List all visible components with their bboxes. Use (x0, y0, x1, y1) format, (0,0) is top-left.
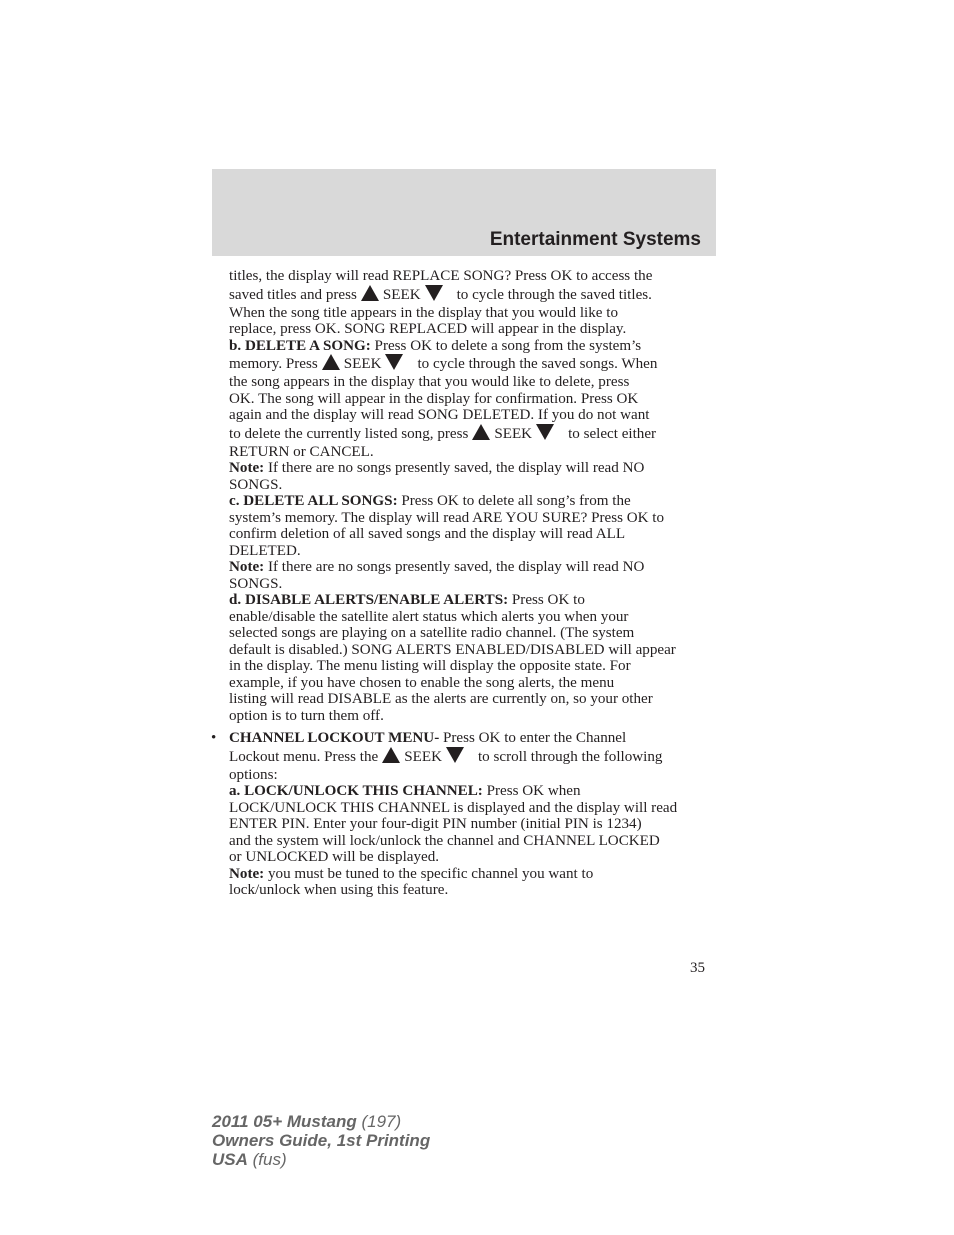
delete-all-songs-paragraph: c. DELETE ALL SONGS: Press OK to delete all song’s from the system’s memory. The display will read ARE YOU SURE? Press OK to confirm deletion of all saved songs and the display will read ALL DELETED. (229, 493, 665, 559)
footer: 2011 05+ Mustang (197) Owners Guide, 1st Printing USA (fus) (212, 1112, 431, 1169)
seek-up-arrow-icon (382, 747, 400, 763)
lock-unlock-paragraph: a. LOCK/UNLOCK THIS CHANNEL: Press OK when LOCK/UNLOCK THIS CHANNEL is displayed and the display will read ENTER PIN. Enter your four-digit PIN number (initial PIN is 1234) and the system will lock/unlock the channel and CHANNEL LOCKED or UNLOCKED will be displayed. (229, 783, 678, 865)
seek-up-arrow-icon (472, 424, 490, 440)
note-no-songs-2: Note: If there are no songs presently saved, the display will read NO SONGS. (229, 559, 645, 592)
seek-down-arrow-icon (536, 424, 554, 440)
note-tuned-channel: Note: you must be tuned to the specific channel you want to lock/unlock when using this feature. (229, 865, 594, 898)
alerts-paragraph: d. DISABLE ALERTS/ENABLE ALERTS: Press OK to enable/disable the satellite alert status which alerts you when your selected songs are playing on a satellite radio channel. (The system default is disabled.) SONG ALERTS ENABLED/DISABLED will appear in the display. The menu listing will display the opposite state. For example, if you have chosen to enable the song alerts, the menu listing will read DISABLE as the alerts are currently on, so your other option is to turn them off. (229, 592, 676, 724)
delete-song-paragraph: b. DELETE A SONG: Press OK to delete a song from the system’s memory. Press SEEK to cycle through the saved songs. When the song appears in the display that you would like to delete, press OK. The song will appear in the display for confirmation. Press OK again and the display will read SONG DELETED. If you do not want to delete the currently listed song, press SEEK to select either RETURN or CANCEL. (229, 337, 658, 460)
seek-down-arrow-icon (446, 747, 464, 763)
seek-up-arrow-icon (361, 285, 379, 301)
note-no-songs: Note: If there are no songs presently saved, the display will read NO SONGS. (229, 460, 645, 493)
bullet: • (211, 730, 217, 746)
replace-song-paragraph: titles, the display will read REPLACE SONG? Press OK to access the saved titles and press SEEK to cycle through the saved titles. When the song title appears in the display that you would like to replace, press OK. SONG REPLACED will appear in the display. (229, 268, 653, 337)
section-title: Entertainment Systems (489, 229, 701, 250)
page-body (211, 268, 719, 899)
seek-down-arrow-icon (385, 354, 403, 370)
seek-down-arrow-icon (425, 285, 443, 301)
page-number: 35 (690, 960, 705, 976)
channel-lockout-bullet-item: • CHANNEL LOCKOUT MENU- Press OK to enter the Channel Lockout menu. Press the SEEK to scroll through the following options: (211, 730, 663, 783)
header-band (212, 169, 716, 256)
seek-up-arrow-icon (322, 354, 340, 370)
